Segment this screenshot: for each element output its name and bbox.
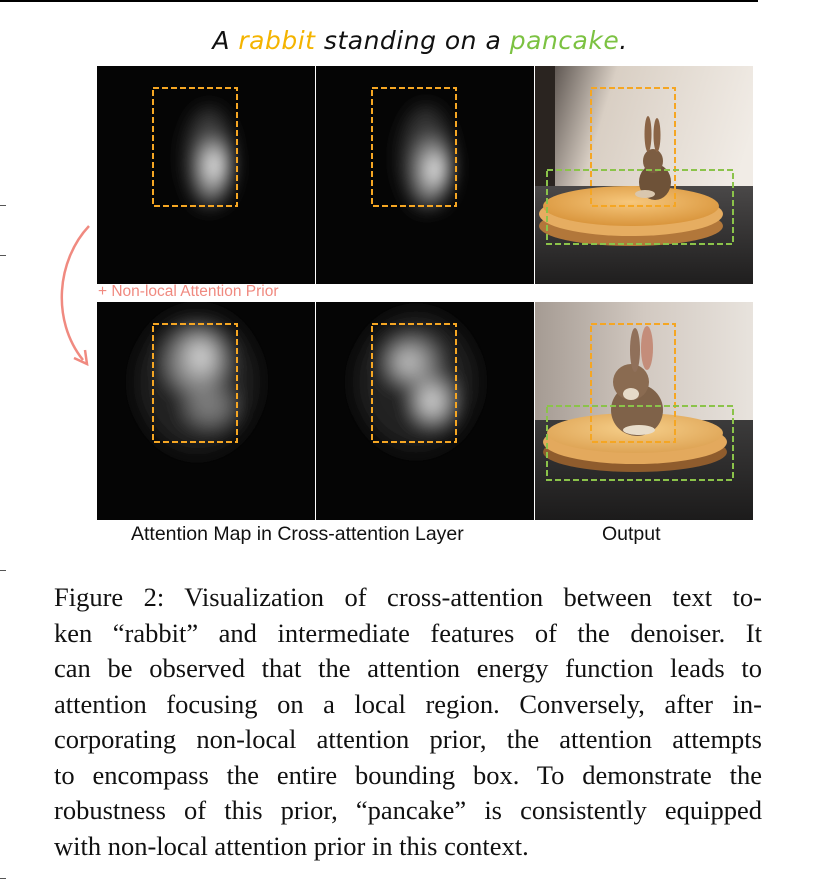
- prompt-word-rabbit: rabbit: [238, 26, 316, 55]
- caption-line: attention focusing on a local region. Conversely, after in-: [54, 688, 762, 719]
- attention-map-row1-b: [316, 66, 534, 284]
- caption-line: ken “rabbit” and intermediate features of the denoiser. It: [54, 617, 762, 648]
- attention-map-row2-a: [97, 302, 315, 520]
- margin-mark: [0, 205, 6, 206]
- attention-map-row2-b: [316, 302, 534, 520]
- figure-caption: [54, 580, 762, 864]
- caption-line: corporating non-local attention prior, the attention attempts: [54, 724, 762, 754]
- margin-mark: [0, 878, 6, 879]
- attention-map-row1-a: [97, 66, 315, 284]
- caption-line: with non-local attention prior in this context.: [54, 830, 529, 861]
- margin-mark: [0, 255, 6, 256]
- caption-line: Figure 2: Visualization of cross-attention between text to-: [54, 582, 762, 612]
- caption-line: to encompass the entire bounding box. To demonstrate the: [54, 759, 762, 790]
- prompt-text: A rabbit standing on a pancake.: [212, 26, 628, 55]
- margin-mark: [0, 570, 6, 571]
- prompt-word-pancake: pancake: [509, 26, 620, 55]
- caption-line: robustness of this prior, “pancake” is consistently equipped: [54, 795, 762, 825]
- output-column-label: Output: [602, 523, 661, 545]
- output-image-row1: [535, 66, 753, 284]
- top-rule: [0, 0, 758, 2]
- caption-line: can be observed that the attention energy function leads to: [54, 653, 762, 683]
- attention-column-label: Attention Map in Cross-attention Layer: [131, 523, 464, 545]
- curved-arrow-icon: [55, 220, 99, 370]
- output-image-row2: [535, 302, 753, 520]
- non-local-prior-label: + Non-local Attention Prior: [98, 283, 279, 300]
